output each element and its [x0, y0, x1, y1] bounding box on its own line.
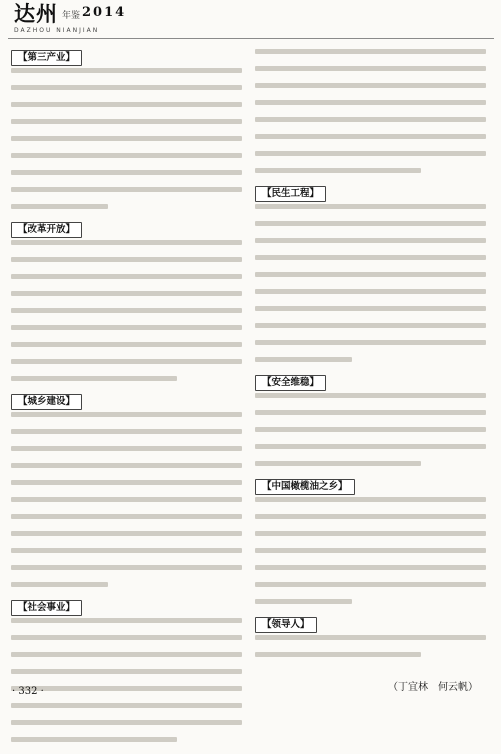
- text-line: [11, 446, 242, 451]
- section-heading-label: 【城乡建设】: [11, 394, 82, 410]
- section-body-placeholder: [255, 635, 486, 657]
- text-line: [255, 582, 486, 587]
- section-heading-label: 【民生工程】: [255, 186, 326, 202]
- section-heading-label: 【安全维稳】: [255, 375, 326, 391]
- text-line: [11, 376, 177, 381]
- text-line: [255, 272, 486, 277]
- section-heading-label: 【中国橄榄油之乡】: [255, 479, 355, 495]
- section-tertiary-industry: [11, 49, 242, 209]
- section-body-placeholder: [11, 68, 242, 209]
- text-line: [255, 565, 486, 570]
- text-line: [11, 652, 242, 657]
- yearbook-title: 达州: [14, 2, 58, 26]
- section-heading: [255, 185, 486, 203]
- text-line: [11, 548, 242, 553]
- text-line: [255, 514, 486, 519]
- text-line: [11, 68, 242, 73]
- text-line: [11, 565, 242, 570]
- text-line: [255, 238, 486, 243]
- text-line: [11, 737, 177, 742]
- yearbook-subtitle: 年鉴: [62, 11, 81, 21]
- text-line: [11, 342, 242, 347]
- text-line: [11, 170, 242, 175]
- text-line: [255, 461, 421, 466]
- text-line: [255, 168, 421, 173]
- text-line: [255, 221, 486, 226]
- section-social: [11, 599, 242, 742]
- text-line: [255, 497, 486, 502]
- text-line: [255, 66, 486, 71]
- section-heading: [11, 221, 242, 239]
- text-line: [11, 514, 242, 519]
- text-line: [11, 531, 242, 536]
- text-line: [11, 429, 242, 434]
- text-line: [255, 49, 486, 54]
- section-reform: [11, 221, 242, 381]
- left-column: [11, 49, 242, 754]
- text-line: [255, 117, 486, 122]
- section-leaders: [255, 616, 486, 657]
- section-body-placeholder: [11, 412, 242, 587]
- section-heading: [11, 599, 242, 617]
- text-line: [11, 136, 242, 141]
- header-divider: [8, 38, 494, 39]
- text-line: [11, 412, 242, 417]
- text-line: [255, 444, 486, 449]
- section-heading: [11, 49, 242, 67]
- section-heading-label: 【社会事业】: [11, 600, 82, 616]
- section-body-placeholder: [255, 497, 486, 604]
- text-line: [11, 308, 242, 313]
- section-urban: [11, 393, 242, 587]
- text-line: [11, 274, 242, 279]
- text-line: [255, 151, 486, 156]
- section-body-placeholder: [11, 618, 242, 742]
- text-line: [11, 204, 108, 209]
- text-line: [11, 618, 242, 623]
- text-line: [11, 463, 242, 468]
- text-line: [11, 119, 242, 124]
- section-body-placeholder: [255, 204, 486, 362]
- text-line: [255, 427, 486, 432]
- text-line: [11, 720, 242, 725]
- section-safety: [255, 374, 486, 466]
- yearbook-year: 2014: [82, 5, 127, 20]
- right-column: [255, 49, 486, 669]
- text-line: [255, 393, 486, 398]
- section-heading: [11, 393, 242, 411]
- text-line: [11, 187, 242, 192]
- section-heading-label: 【领导人】: [255, 617, 317, 633]
- text-line: [255, 306, 486, 311]
- text-line: [11, 291, 242, 296]
- section-body-placeholder: [255, 393, 486, 466]
- text-line: [255, 635, 486, 640]
- text-line: [255, 357, 352, 362]
- text-line: [11, 669, 242, 674]
- text-line: [11, 635, 242, 640]
- text-line: [255, 531, 486, 536]
- text-line: [255, 323, 486, 328]
- section-heading-label: 【第三产业】: [11, 50, 82, 66]
- text-line: [255, 410, 486, 415]
- page-number: · 332 ·: [12, 686, 44, 697]
- section-livelihood: [255, 185, 486, 362]
- text-line: [11, 480, 242, 485]
- text-line: [11, 497, 242, 502]
- byline: （丁宜林 何云帆）: [388, 682, 478, 693]
- text-line: [11, 359, 242, 364]
- continued-text-placeholder: [255, 49, 486, 173]
- text-line: [11, 686, 242, 691]
- text-line: [11, 582, 108, 587]
- text-line: [11, 257, 242, 262]
- text-line: [255, 134, 486, 139]
- text-line: [11, 85, 242, 90]
- text-line: [255, 340, 486, 345]
- text-line: [255, 83, 486, 88]
- section-oil-tea: [255, 478, 486, 604]
- section-heading: [255, 374, 486, 392]
- section-body-placeholder: [11, 240, 242, 381]
- text-line: [11, 102, 242, 107]
- yearbook-english-title: DAZHOU NIANJIAN: [14, 27, 100, 34]
- text-line: [255, 204, 486, 209]
- text-line: [11, 325, 242, 330]
- text-line: [255, 289, 486, 294]
- running-header: [0, 0, 501, 40]
- section-heading: [255, 616, 486, 634]
- text-line: [255, 100, 486, 105]
- text-line: [255, 548, 486, 553]
- text-line: [11, 153, 242, 158]
- section-heading: [255, 478, 486, 496]
- text-line: [11, 240, 242, 245]
- section-heading-label: 【改革开放】: [11, 222, 82, 238]
- text-line: [255, 652, 421, 657]
- text-line: [255, 255, 486, 260]
- text-line: [255, 599, 352, 604]
